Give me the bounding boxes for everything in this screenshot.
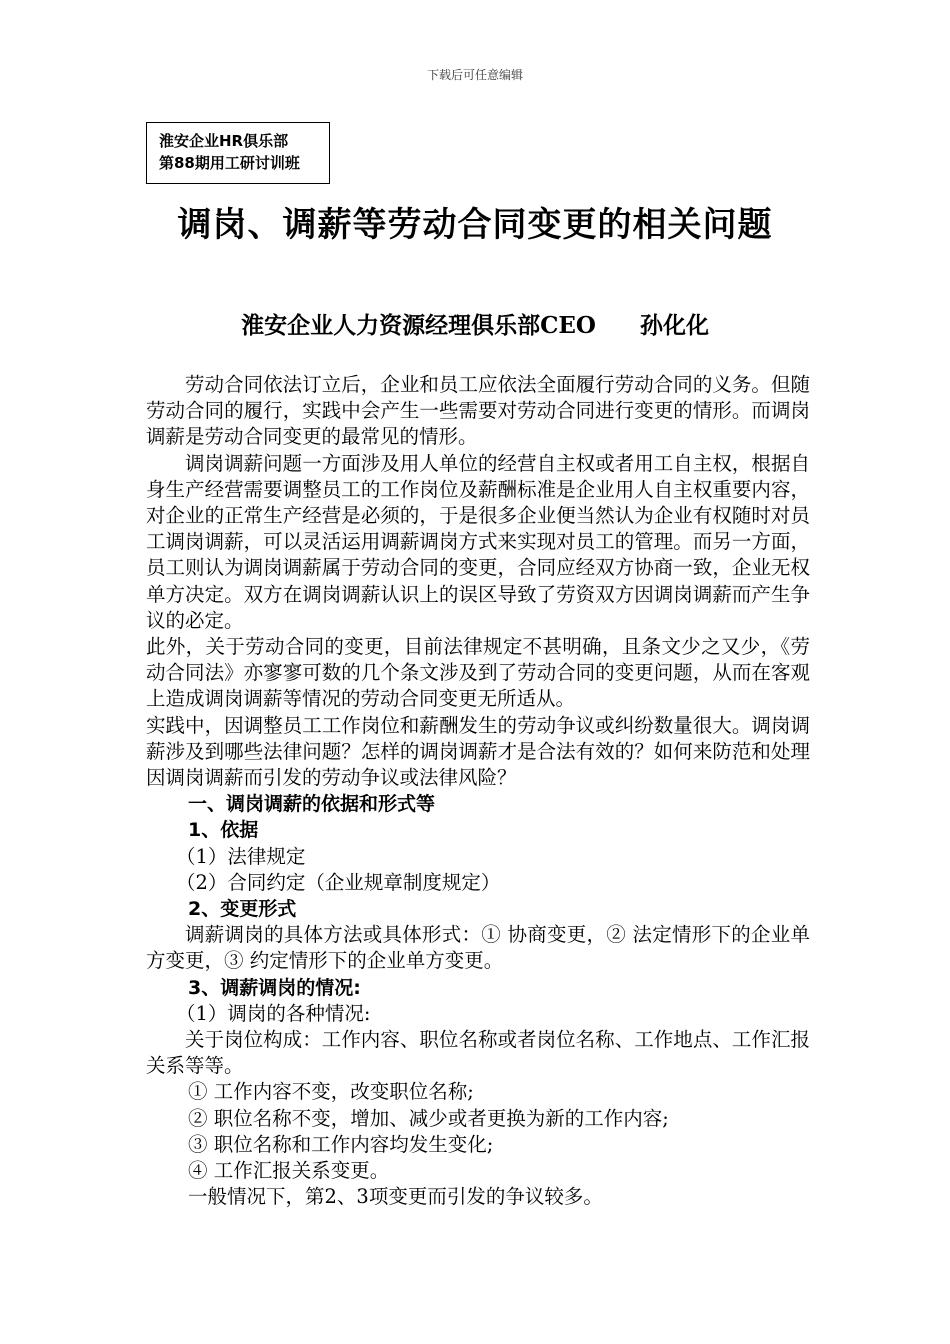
basis-item-1: （1）法律规定 [176, 844, 306, 868]
post-composition-text: 关于岗位构成：工作内容、职位名称或者岗位名称、工作地点、工作汇报关系等等。 [146, 1028, 810, 1078]
page-header-note: 下载后可任意编辑 [426, 68, 523, 82]
case-item-4: ④ 工作汇报关系变更。 [188, 1159, 390, 1183]
paragraph-2: 调岗调薪问题一方面涉及用人单位的经营自主权或者用工自主权，根据自身生产经营需要调整员工的工作岗位及薪酬标准是企业用人自主权重要内容，对企业的正常生产经营是必须的，于是很多企业便当然认为企业有权随时对员工调岗调薪，可以灵活运用调薪调岗方式来实现对员工的管理。而另一方面，员工则认为调岗调薪属于劳动合同的变更，合同应经双方协商一致，企业无权单方决定。双方在调岗调薪认识上的误区导致了劳资双方因调岗调薪而产生争议的必定。 [146, 451, 810, 632]
case-item-1: ① 工作内容不变，改变职位名称; [188, 1080, 474, 1104]
document-title: 调岗、调薪等劳动合同变更的相关问题 [177, 205, 773, 245]
paragraph-3: 此外，关于劳动合同的变更，目前法律规定不甚明确，且条文少之又少，《劳动合同法》亦寥寥可数的几个条文涉及到了劳动合同的变更问题，从而在客观上造成调岗调薪等情况的劳动合同变更无所适从。 [146, 635, 810, 711]
conclusion-text: 一般情况下，第2、3项变更而引发的争议较多。 [188, 1185, 603, 1209]
subsection-2-heading: 2、变更形式 [188, 898, 297, 921]
club-info-box [146, 122, 330, 184]
case-item-3: ③ 职位名称和工作内容均发生变化; [188, 1132, 494, 1156]
subsection-3-heading: 3、调薪调岗的情况: [188, 976, 361, 999]
change-forms-text: 调薪调岗的具体方法或具体形式：① 协商变更，② 法定情形下的企业单方变更，③ 约定情形下的企业单方变更。 [146, 923, 810, 973]
author-org: 淮安企业人力资源经理俱乐部CEO [241, 312, 596, 339]
subsection-1-heading: 1、依据 [188, 819, 259, 842]
paragraph-4: 实践中，因调整员工工作岗位和薪酬发生的劳动争议或纠纷数量很大。调岗调薪涉及到哪些法律问题？怎样的调岗调薪才是合法有效的？如何来防范和处理因调岗调薪而引发的劳动争议或法律风险？ [146, 713, 810, 790]
author-name: 孙化化 [639, 312, 709, 339]
document-body [146, 372, 810, 1211]
club-box-line2: 第88期用工研讨训班 [159, 154, 300, 172]
post-change-item: （1）调岗的各种情况: [176, 1001, 371, 1025]
club-box-line1: 淮安企业HR俱乐部 [159, 132, 289, 150]
section-1-heading: 一、调岗调薪的依据和形式等 [188, 793, 436, 816]
case-item-2: ② 职位名称不变，增加、减少或者更换为新的工作内容; [188, 1106, 669, 1130]
author-line [0, 310, 950, 342]
paragraph-1: 劳动合同依法订立后，企业和员工应依法全面履行劳动合同的义务。但随劳动合同的履行，实践中会产生一些需要对劳动合同进行变更的情形。而调岗调薪是劳动合同变更的最常见的情形。 [146, 373, 810, 449]
basis-item-2: （2）合同约定（企业规章制度规定） [176, 870, 501, 894]
